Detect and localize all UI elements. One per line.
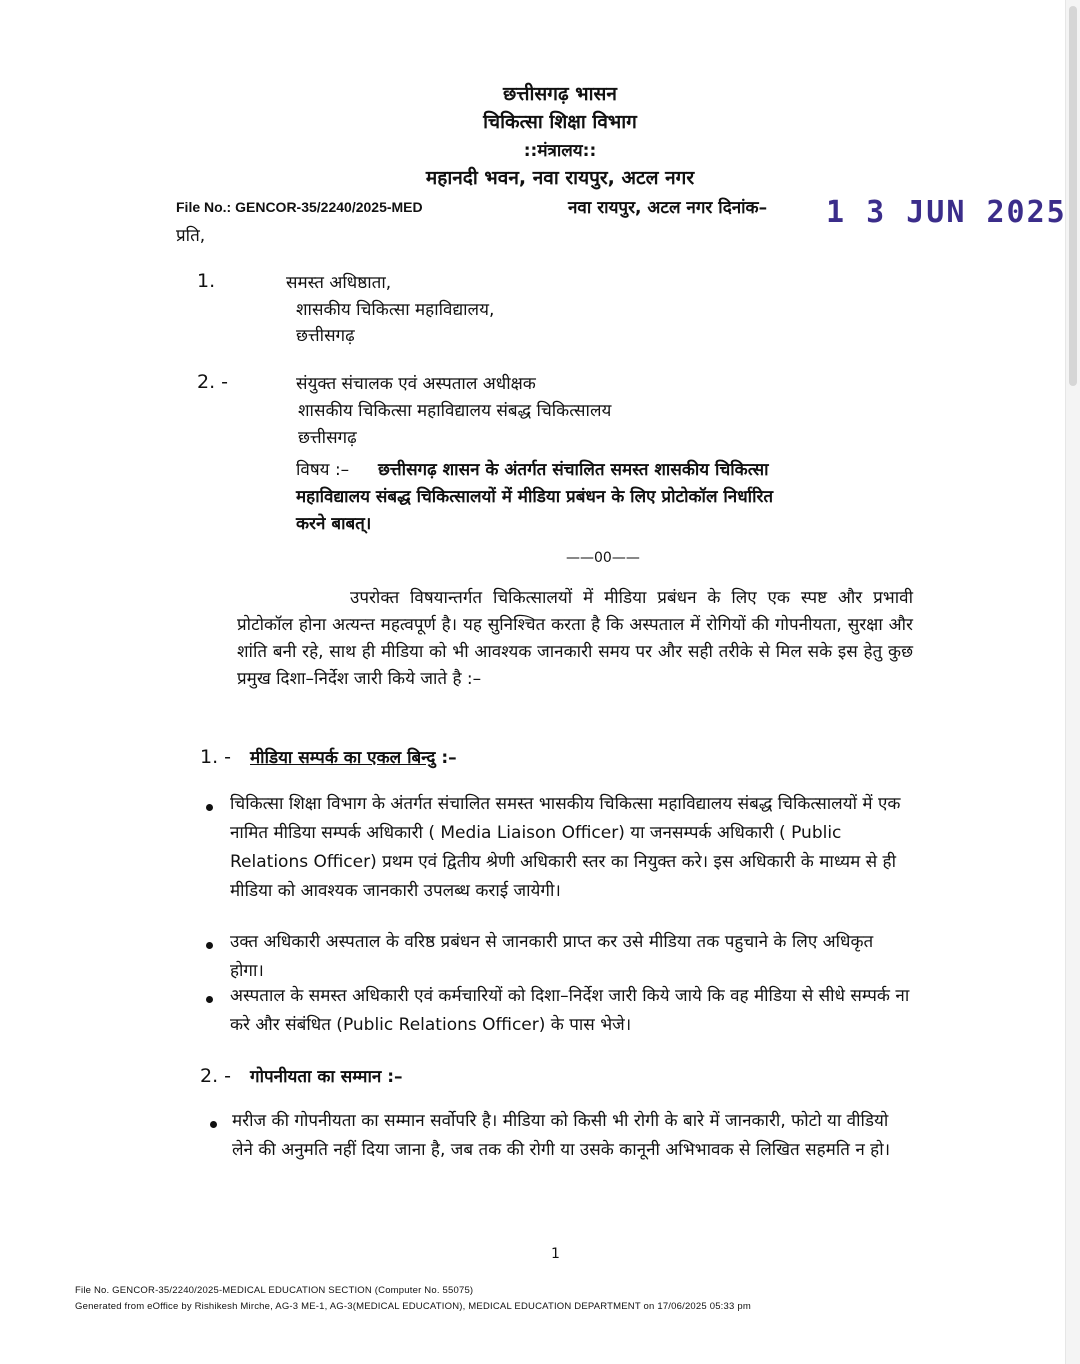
subject-label: विषय :–: [296, 460, 350, 480]
subject-line-3: करने बाबत्।: [296, 514, 372, 534]
prati-label: प्रति,: [176, 226, 206, 246]
section-2-heading: [250, 1064, 403, 1087]
bullet-dot: [206, 804, 213, 811]
header-address: महानदी भवन, नवा रायपुर, अटल नगर: [425, 167, 695, 189]
section-2-number: 2. -: [200, 1065, 232, 1087]
bullet-dot: [206, 996, 213, 1003]
file-number: File No.: GENCOR-35/2240/2025-MED: [176, 199, 423, 215]
section-1-bullet-3: अस्पताल के समस्त अधिकारी एवं कर्मचारियों को दिशा–निर्देश जारी किये जाये कि वह मीडिया से सीधे सम्पर्क ना करे और संबंधित (Public Relations Officer) के पास भेजे।: [230, 986, 910, 1035]
section-1-bullet-1: चिकित्सा शिक्षा विभाग के अंतर्गत संचालित समस्त भासकीय चिकित्सा महाविद्यालय संबद्ध चिकित्सालयों में एक नामित मीडिया सम्पर्क अधिकारी ( Media Liaison Officer) या जनसम्पर्क अधिकारी ( Public Relations Officer) प्रथम एवं द्वितीय श्रेणी अधिकारी स्तर का नियुक्त करे। इस अधिकारी के माध्यम से ही मीडिया को आवश्यक जानकारी उपलब्ध कराई जायेगी।: [230, 794, 901, 901]
addressee-2-line-2: शासकीय चिकित्सा महाविद्यालय संबद्ध चिकित्सालय: [298, 401, 612, 421]
section-2-title: गोपनीयता का सम्मान: [250, 1067, 382, 1087]
footer-file-line: File No. GENCOR-35/2240/2025-MEDICAL EDUCATION SECTION (Computer No. 55075): [75, 1285, 474, 1296]
page-number: 1: [551, 1246, 560, 1262]
scrollbar-thumb[interactable]: [1069, 6, 1077, 386]
bullet-dot: [210, 1121, 217, 1128]
intro-paragraph: उपरोक्त विषयान्तर्गत चिकित्सालयों में मीडिया प्रबंधन के लिए एक स्पष्ट और प्रभावी प्रोटोकॉल होना अत्यन्त महत्वपूर्ण है। यह सुनिश्चित करता है कि अस्पताल में रोगियों की गोपनीयता, सुरक्षा और शांति बनी रहे, साथ ही मीडिया को भी आवश्यक जानकारी समय पर और सही तरीके से मिल सके इस हेतु कुछ प्रमुख दिशा–निर्देश जारी किये जाते है :–: [237, 588, 913, 689]
addressee-2-line-3: छत्तीसगढ़: [298, 428, 357, 448]
section-1-bullet-2: उक्त अधिकारी अस्पताल के वरिष्ठ प्रबंधन से जानकारी प्राप्त कर उसे मीडिया तक पहुचाने के लिए अधिकृत होगा।: [230, 932, 874, 981]
section-1-number: 1. -: [200, 746, 232, 768]
addressee-1-line-1: समस्त अधिष्ठाता,: [286, 273, 392, 293]
place-date-label: नवा रायपुर, अटल नगर दिनांक–: [568, 198, 768, 218]
header-government: छत्तीसगढ़ भासन: [503, 83, 617, 105]
addressee-1-number: 1.: [197, 270, 216, 292]
addressee-1-line-3: छत्तीसगढ़: [296, 326, 355, 346]
section-2-bullet-1: मरीज की गोपनीयता का सम्मान सर्वोपरि है। मीडिया को किसी भी रोगी के बारे में जानकारी, फोटो या वीडियो लेने की अनुमति नहीं दिया जाना है, जब तक की रोगी या उसके कानूनी अभिभावक से लिखित सहमति न हो।: [232, 1111, 891, 1160]
addressee-2-number: 2. -: [197, 371, 229, 393]
addressee-1-line-2: शासकीय चिकित्सा महाविद्यालय,: [296, 300, 495, 320]
subject-line-1: छत्तीसगढ़ शासन के अंतर्गत संचालित समस्त शासकीय चिकित्सा: [378, 460, 769, 480]
bullet-dot: [206, 942, 213, 949]
header-ministry: ::मंत्रालय::: [523, 141, 597, 161]
section-1-suffix: :–: [435, 748, 457, 768]
subject-line-2: महाविद्यालय संबद्ध चिकित्सालयों में मीडिया प्रबंधन के लिए प्रोटोकॉल निर्धारित: [296, 487, 774, 507]
section-2-suffix: :–: [381, 1067, 403, 1087]
separator: ——00——: [566, 550, 640, 566]
section-1-title: मीडिया सम्पर्क का एकल बिन्दु: [250, 748, 436, 768]
vertical-scrollbar[interactable]: [1065, 0, 1080, 1364]
section-1-heading: [250, 745, 457, 768]
addressee-2-line-1: संयुक्त संचालक एवं अस्पताल अधीक्षक: [296, 374, 536, 394]
footer-generated-line: Generated from eOffice by Rishikesh Mirche, AG-3 ME-1, AG-3(MEDICAL EDUCATION), MEDICAL EDUCATION DEPARTMENT on 17/06/2025 05:33 pm: [75, 1301, 751, 1312]
date-stamp: 1 3 JUN 2025: [826, 195, 1067, 230]
header-department: चिकित्सा शिक्षा विभाग: [483, 111, 637, 133]
